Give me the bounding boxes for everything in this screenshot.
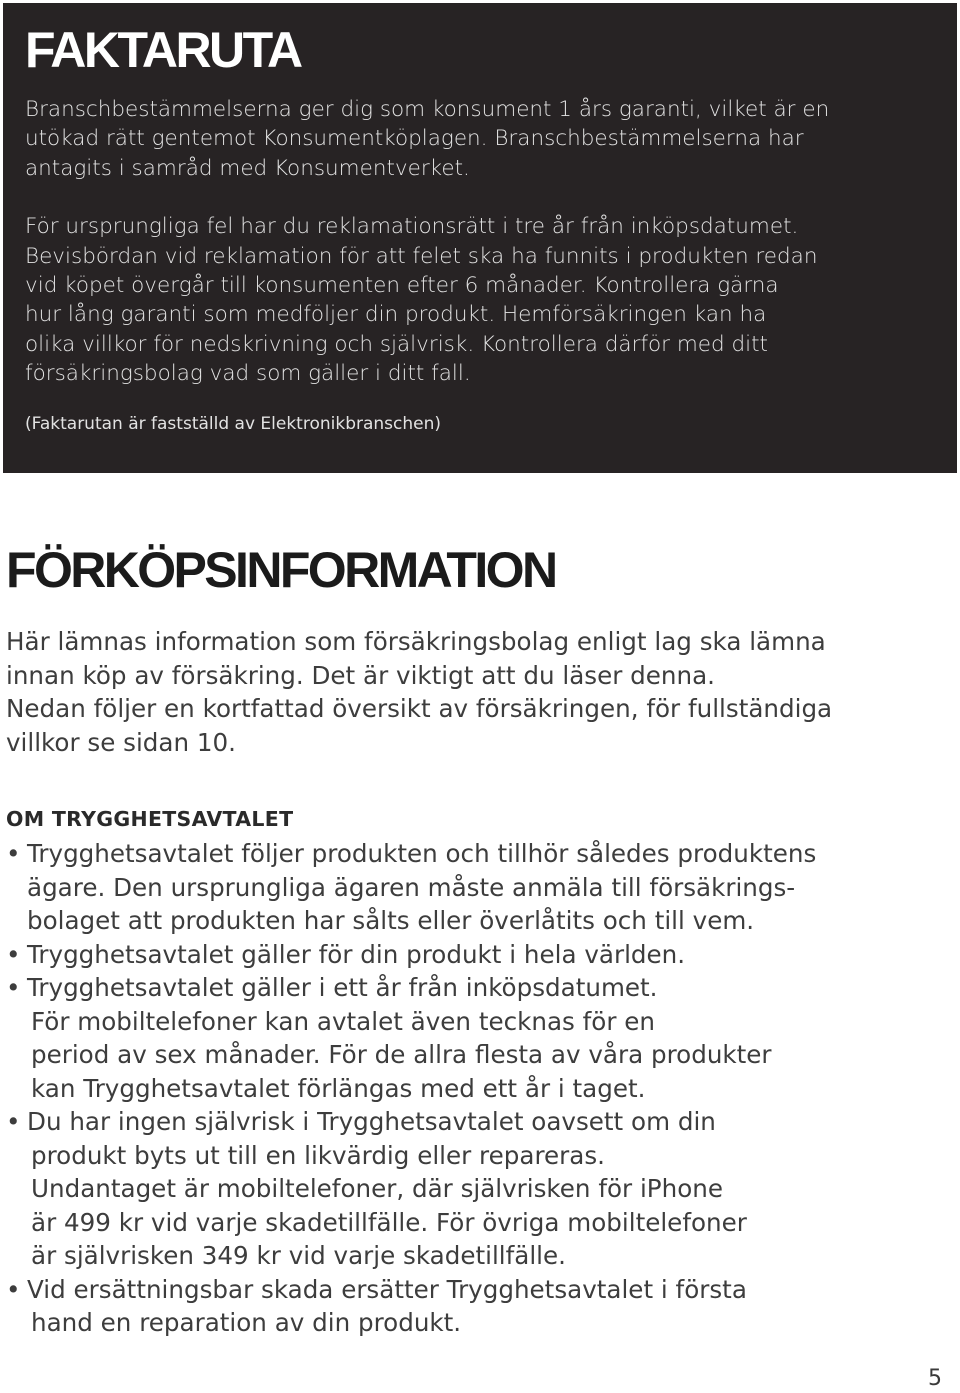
text-line: vid köpet övergår till konsumenten efter 6 månader. Kontrollera gärna [25, 273, 779, 299]
list-item [6, 1273, 936, 1340]
text-line: produkt byts ut till en likvärdig eller repareras. [31, 1140, 605, 1170]
text-line: hand en reparation av din produkt. [31, 1308, 462, 1337]
faktaruta-paragraph-2 [25, 212, 937, 388]
bullet-glyph: • [6, 839, 21, 868]
text-line: försäkringsbolag vad som gäller i ditt fall. [25, 361, 471, 387]
text-line: Du har ingen självrisk i Trygghetsavtalet oavsett om din [27, 1107, 716, 1136]
forkopsinformation-section [6, 538, 936, 1340]
text-line: är självrisken 349 kr vid varje skadetillfälle. [31, 1241, 566, 1270]
text-line: kan Trygghetsavtalet förlängas med ett år i taget. [31, 1073, 646, 1103]
faktaruta-note: (Faktarutan är fastställd av Elektronikbranschen) [25, 413, 442, 434]
bullet-glyph: • [6, 939, 21, 969]
text-line: hur lång garanti som medföljer din produkt. Hemförsäkringen kan ha [25, 302, 767, 328]
list-item [6, 837, 936, 938]
text-line: innan köp av försäkring. Det är viktigt att du läser denna. [6, 660, 715, 690]
text-line: olika villkor för nedskrivning och självrisk. Kontrollera därför med ditt [25, 331, 768, 357]
text-line: Trygghetsavtalet följer produkten och tillhör således produktens [27, 839, 817, 868]
section-heading: OM TRYGGHETSAVTALET [6, 807, 294, 831]
text-line: Branschbestämmelserna ger dig som konsument 1 års garanti, vilket är en [25, 97, 830, 122]
text-line: För mobiltelefoner kan avtalet även tecknas för en [31, 1006, 656, 1036]
text-line: ägare. Den ursprungliga ägaren måste anmäla till försäkrings- [27, 872, 796, 902]
list-item [6, 971, 936, 1105]
text-line: antagits i samråd med Konsumentverket. [25, 155, 470, 181]
text-line: Bevisbördan vid reklamation för att felet ska ha funnits i produkten redan [25, 243, 818, 269]
list-item [6, 1105, 936, 1273]
faktaruta-box [3, 3, 957, 473]
text-line: Undantaget är mobiltelefoner, där självrisken för iPhone [31, 1174, 723, 1203]
text-line: Trygghetsavtalet gäller för din produkt i hela världen. [27, 939, 686, 969]
text-line: period av sex månader. För de allra flesta av våra produkter [31, 1040, 772, 1069]
forkopsinformation-title: FÖRKÖPSINFORMATION [6, 542, 556, 598]
faktaruta-paragraph-1 [25, 95, 937, 183]
text-line: Här lämnas information som försäkringsbolag enligt lag ska lämna [6, 627, 826, 656]
list-item [6, 938, 936, 972]
text-line: villkor se sidan 10. [6, 727, 237, 757]
faktaruta-title: FAKTARUTA [25, 22, 301, 78]
text-line: Vid ersättningsbar skada ersätter Trygghetsavtalet i första [27, 1274, 747, 1304]
bullet-glyph: • [6, 1274, 21, 1304]
intro-paragraph [6, 625, 936, 759]
text-line: bolaget att produkten har sålts eller överlåtits och till vem. [27, 906, 755, 935]
bullet-glyph: • [6, 973, 21, 1002]
text-line: Trygghetsavtalet gäller i ett år från inköpsdatumet. [27, 973, 658, 1002]
text-line: är 499 kr vid varje skadetillfälle. För övriga mobiltelefoner [31, 1207, 747, 1237]
bullet-list [6, 837, 936, 1340]
text-line: Nedan följer en kortfattad översikt av försäkringen, för fullständiga [6, 694, 833, 723]
text-line: utökad rätt gentemot Konsumentköplagen. Branschbestämmelserna har [25, 126, 804, 152]
text-line: För ursprungliga fel har du reklamationsrätt i tre år från inköpsdatumet. [25, 214, 799, 240]
bullet-glyph: • [6, 1107, 21, 1136]
page-number: 5 [928, 1366, 942, 1391]
